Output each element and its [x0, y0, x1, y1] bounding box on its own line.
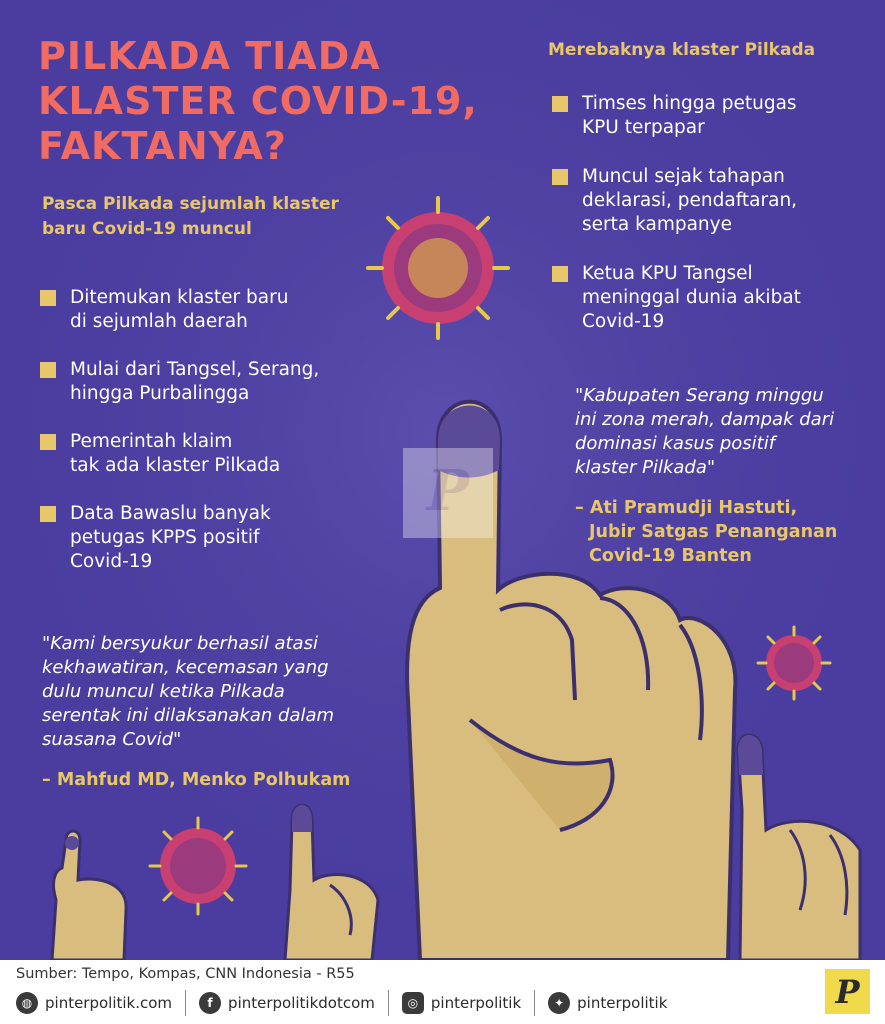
- bullet-square-icon: [552, 169, 568, 185]
- social-link-facebook[interactable]: f pinterpolitikdotcom: [199, 992, 375, 1014]
- footer-bar: [0, 960, 885, 1024]
- virus-small-right-icon: [758, 627, 830, 699]
- social-links: [16, 988, 667, 1018]
- title-line: KLASTER COVID-19,: [38, 79, 478, 123]
- right-section-heading: Merebaknya klaster Pilkada: [548, 40, 816, 60]
- facebook-icon: f: [199, 992, 221, 1014]
- bullet-square-icon: [40, 434, 56, 450]
- bullet-square-icon: [40, 506, 56, 522]
- divider: [534, 990, 535, 1016]
- virus-small-left-icon: [150, 818, 246, 914]
- watermark-logo: [403, 448, 493, 538]
- instagram-icon: ◎: [402, 992, 424, 1014]
- bullet-square-icon: [40, 290, 56, 306]
- quote-ati: "Kabupaten Serang minggu ini zona merah, dampak dari dominasi kasus positif klaster Pilkada": [575, 385, 835, 478]
- list-item: Muncul sejak tahapan deklarasi, pendaftaran, serta kampanye: [552, 165, 872, 237]
- quote-attribution-right: – Ati Pramudji Hastuti, Jubir Satgas Penanganan Covid-19 Banten: [575, 498, 838, 566]
- quote-attribution-left: – Mahfud MD, Menko Polhukam: [42, 770, 351, 790]
- pinterpolitik-logo: P: [825, 969, 870, 1014]
- bullet-square-icon: [552, 266, 568, 282]
- subtitle-line: Pasca Pilkada sejumlah klaster: [42, 194, 339, 214]
- title-line: FAKTANYA?: [38, 124, 287, 168]
- list-item: Ketua KPU Tangsel meninggal dunia akibat Covid-19: [552, 262, 872, 334]
- twitter-icon: ✦: [548, 992, 570, 1014]
- list-item: Pemerintah klaim tak ada klaster Pilkada: [40, 430, 370, 478]
- left-bullet-list: [40, 286, 370, 598]
- list-item: Data Bawaslu banyak petugas KPPS positif Covid-19: [40, 502, 370, 574]
- globe-icon: ◍: [16, 992, 38, 1014]
- bullet-square-icon: [40, 362, 56, 378]
- list-item: Timses hingga petugas KPU terpapar: [552, 92, 872, 140]
- subtitle-line: baru Covid-19 muncul: [42, 219, 252, 239]
- title-line: PILKADA TIADA: [38, 34, 381, 78]
- list-item: Ditemukan klaster baru di sejumlah daerah: [40, 286, 370, 334]
- quote-mahfud: "Kami bersyukur berhasil atasi kekhawatiran, kecemasan yang dulu muncul ketika Pilkada serentak ini dilaksanakan dalam suasana Covid": [42, 633, 335, 750]
- bullet-square-icon: [552, 96, 568, 112]
- list-item: Mulai dari Tangsel, Serang, hingga Purbalingga: [40, 358, 370, 406]
- watermark-letter: P: [426, 458, 470, 524]
- right-bullet-list: [552, 92, 872, 359]
- source-text: Sumber: Tempo, Kompas, CNN Indonesia - R55: [16, 966, 355, 982]
- social-link-website[interactable]: ◍ pinterpolitik.com: [16, 992, 172, 1014]
- social-link-twitter[interactable]: ✦ pinterpolitik: [548, 992, 667, 1014]
- virus-large-icon: [368, 198, 508, 338]
- poster-title: [38, 34, 478, 169]
- left-section-subtitle: [42, 192, 372, 242]
- social-link-instagram[interactable]: ◎ pinterpolitik: [402, 992, 521, 1014]
- divider: [185, 990, 186, 1016]
- divider: [388, 990, 389, 1016]
